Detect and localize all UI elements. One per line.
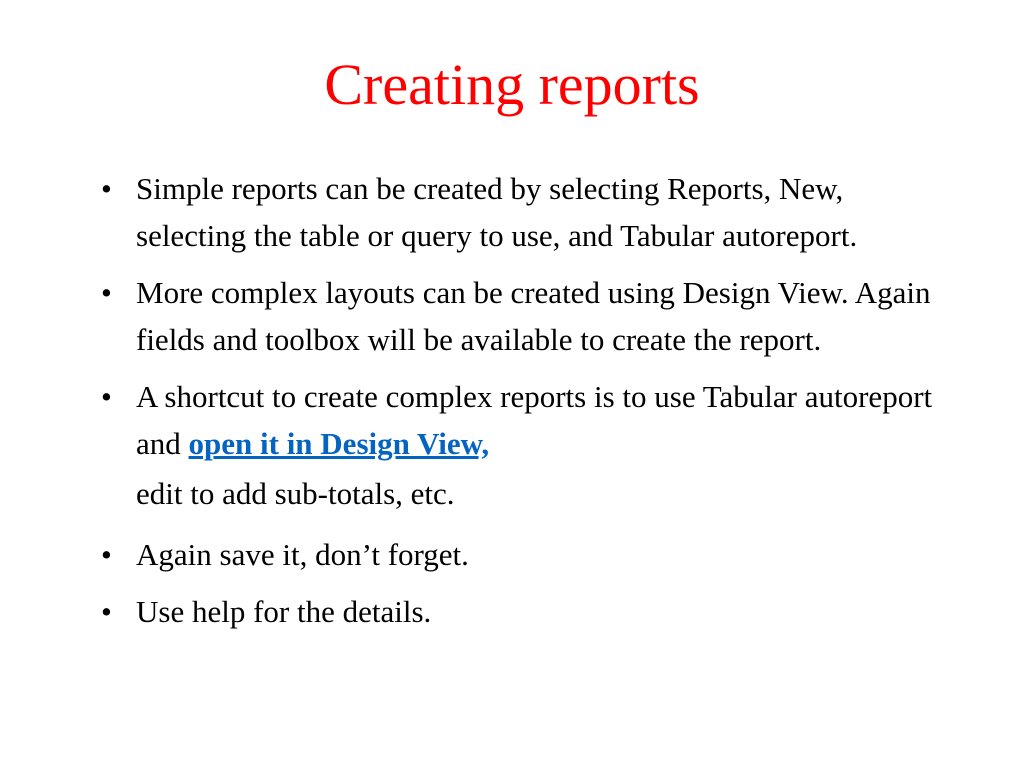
bullet-list <box>95 165 955 645</box>
bullet-icon: • <box>101 379 112 414</box>
bullet-icon: • <box>101 275 112 310</box>
bullet-item-complex-layouts <box>95 269 955 363</box>
slide-title: Creating reports <box>324 52 700 117</box>
bullet-item-save <box>95 531 955 578</box>
bullet-text-before-link: A shortcut to create complex reports is to use Tabular autoreport and <box>136 379 933 461</box>
bullet-item-help <box>95 588 955 635</box>
bullet-text: More complex layouts can be created using Design View. Again fields and toolbox will be available to create the report. <box>136 275 931 357</box>
design-view-link[interactable]: open it in Design View, <box>188 426 490 461</box>
bullet-icon: • <box>101 594 112 629</box>
bullet-item-simple-reports <box>95 165 955 259</box>
bullet-text-after-link: edit to add sub-totals, etc. <box>136 476 455 511</box>
bullet-text: Simple reports can be created by selecting Reports, New, selecting the table or query to use, and Tabular autoreport. <box>136 171 858 253</box>
bullet-text: Use help for the details. <box>136 594 432 629</box>
bullet-item-shortcut <box>95 373 955 521</box>
bullet-text: Again save it, don’t forget. <box>136 537 469 572</box>
bullet-icon: • <box>101 171 112 206</box>
bullet-icon: • <box>101 537 112 572</box>
